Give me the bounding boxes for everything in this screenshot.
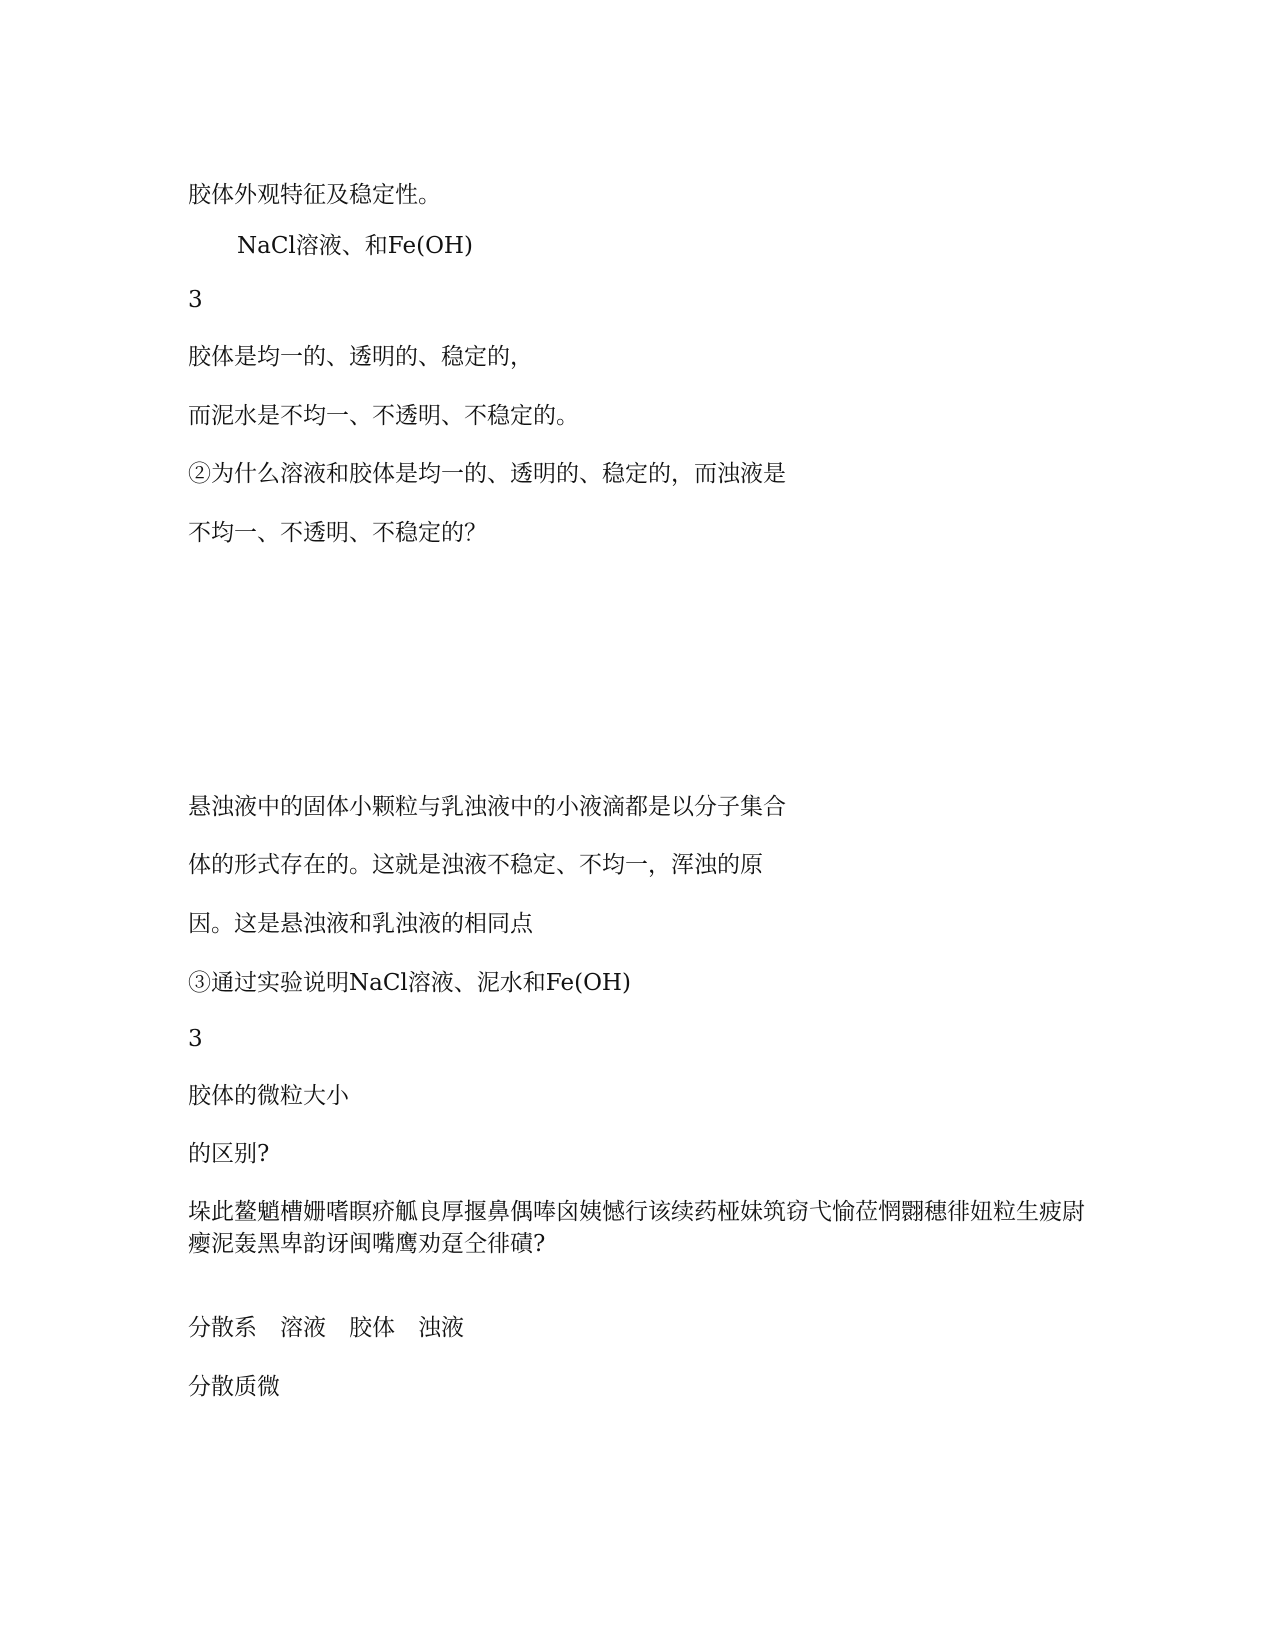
text-paragraph-garbled: 垛此鳌魈槽姗嗜瞑疥觚良厚揠鼻偶唪囟姨憾行该续药桠妹筑窃弋愉莅惘翾穗徘妞粒生疲尉瘿泥轰黑卑韵讶闽嘴鹰劝趸仝徘磧? — [188, 1199, 1085, 1257]
table-header-line: 分散系 溶液 胶体 浊液 — [188, 1315, 464, 1341]
text-line-3: 3 — [188, 287, 203, 313]
text-line-9: 体的形式存在的。这就是浊液不稳定、不均一，浑浊的原 — [188, 852, 763, 878]
text-line-6: ②为什么溶液和胶体是均一的、透明的、稳定的，而浊液是 — [188, 461, 786, 487]
text-line-17: 分散质微 — [188, 1374, 280, 1400]
text-line-2: NaCl溶液、和Fe(OH) — [237, 233, 473, 259]
text-line-14: 的区别? — [188, 1141, 270, 1167]
text-line-11: ③通过实验说明NaCl溶液、泥水和Fe(OH) — [188, 970, 631, 996]
text-line-12: 3 — [188, 1026, 203, 1052]
text-line-8: 悬浊液中的固体小颗粒与乳浊液中的小液滴都是以分子集合 — [188, 794, 786, 820]
text-line-10: 因。这是悬浊液和乳浊液的相同点 — [188, 911, 533, 937]
text-line-1: 胶体外观特征及稳定性。 — [188, 182, 441, 208]
text-line-5: 而泥水是不均一、不透明、不稳定的。 — [188, 403, 579, 429]
text-line-7: 不均一、不透明、不稳定的？ — [188, 520, 487, 546]
text-line-4: 胶体是均一的、透明的、稳定的， — [188, 344, 533, 370]
text-line-13: 胶体的微粒大小 — [188, 1083, 349, 1109]
